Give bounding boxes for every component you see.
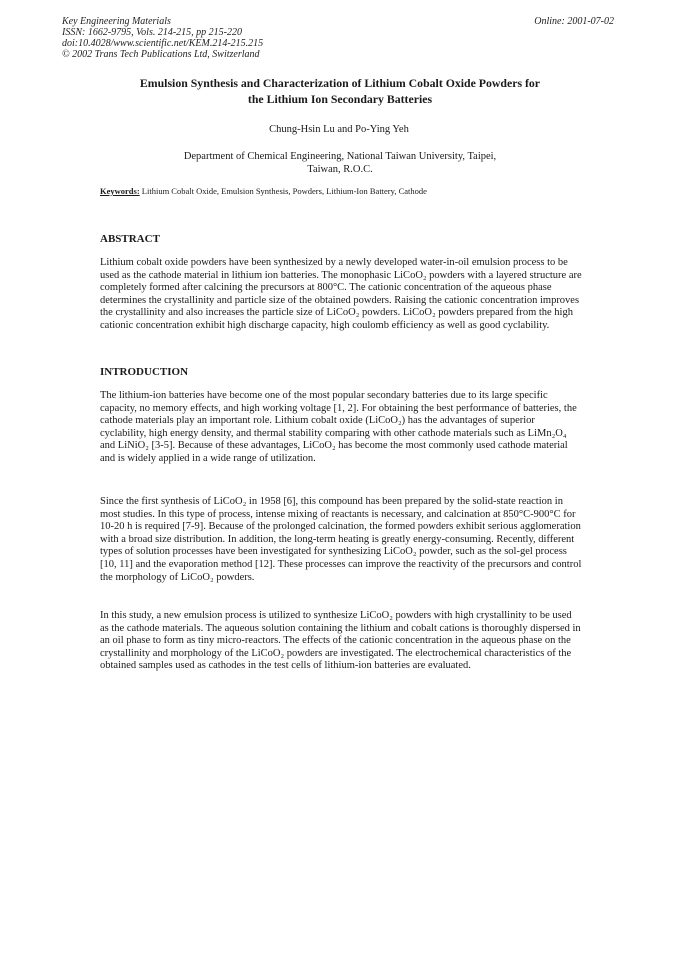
intro-paragraph-3	[100, 610, 582, 673]
title-line-2: the Lithium Ion Secondary Batteries	[247, 91, 433, 106]
intro-paragraph-2	[100, 496, 582, 584]
keywords	[100, 186, 427, 196]
abstract-heading: ABSTRACT	[100, 233, 160, 245]
doi-line: doi:10.4028/www.scientific.net/KEM.214-215.215	[62, 38, 264, 49]
intro-text-2: Since the first synthesis of LiCoO₂ in 1958 [6], this compound has been prepared by the solid-state reaction in most studies. In this type of process, intense mixing of reactants is necessary, and calcination at 850°C-900°C for 10-20 h is required [7-9]. Because of the prolonged calcination, the formed powders exhibit serious agglomeration with a broad size distribution. In addition, the long-term heating is greatly energy-consuming. Recently, different types of solution processes have been investigated for synthesizing LiCoO₂ powder, such as the sol-gel process [10, 11] and the evaporation method [12]. These processes can improve the reactivity of the precursors and control the morphology of LiCoO₂ powders.	[100, 496, 582, 583]
keywords-list: Lithium Cobalt Oxide, Emulsion Synthesis, Powders, Lithium-Ion Battery, Cathode	[139, 186, 427, 196]
journal-header	[62, 16, 263, 60]
title-line-1: Emulsion Synthesis and Characterization of Lithium Cobalt Oxide Powders for	[139, 76, 541, 90]
journal-name: Key Engineering Materials	[62, 16, 171, 27]
affiliation-line-2: Taiwan, R.O.C.	[307, 164, 373, 175]
online-date: Online: 2001-07-02	[534, 16, 614, 27]
abstract-paragraph: Lithium cobalt oxide powders have been synthesized by a newly developed water-in-oil emulsion process to be used as the cathode material in lithium ion batteries. The monophasic LiCoO₂ powders with a layered structure are completely formed after calcining the precursors at 800°C. The cationic concentration of the aqueous phase determines the crystallinity and particle size of the obtained powders. Raising the cationic concentration improves the crystallinity and also increases the particle size of LiCoO₂ powders. LiCoO₂ powders prepared from the high cationic concentration exhibit high discharge capacity, high coulomb efficiency as well as good cyclability.	[100, 257, 582, 331]
paper-title	[90, 76, 590, 107]
introduction-heading: INTRODUCTION	[100, 366, 189, 378]
intro-text-3: In this study, a new emulsion process is utilized to synthesize LiCoO₂ powders with high crystallinity to be used as the cathode materials. The aqueous solution containing the lithium and cobalt cations is thoroughly dispersed in an oil phase to form as tiny micro-reactors. The effects of the cationic concentration in the aqueous phase on the crystallinity and morphology of the LiCoO₂ powders are investigated. The electrochemical characteristics of the obtained samples used as cathodes in the test cells of lithium-ion batteries are evaluated.	[100, 610, 581, 672]
affiliation	[130, 150, 550, 176]
copyright-line: © 2002 Trans Tech Publications Ltd, Switzerland	[62, 49, 260, 60]
intro-text-1: The lithium-ion batteries have become one of the most popular secondary batteries due to its large specific capacity, no memory effects, and high working voltage [1, 2]. For obtaining the best performance of batteries, the cathode materials play an important role. Lithium cobalt oxide (LiCoO₂) has the advantages of superior cyclability, high energy density, and thermal stability comparing with other cathode materials such as LiMn₂O₄ and LiNiO₂ [3-5]. Because of these advantages, LiCoO₂ has become the most commonly used cathode material and is widely applied in a wide range of utilization.	[100, 390, 577, 464]
authors: Chung-Hsin Lu and Po-Ying Yeh	[269, 124, 409, 135]
keywords-label: Keywords:	[100, 186, 140, 196]
abstract-text	[100, 257, 582, 333]
intro-paragraph-1	[100, 390, 582, 466]
affiliation-line-1: Department of Chemical Engineering, National Taiwan University, Taipei,	[183, 151, 497, 162]
issn-line: ISSN: 1662-9795, Vols. 214-215, pp 215-220	[62, 27, 242, 38]
